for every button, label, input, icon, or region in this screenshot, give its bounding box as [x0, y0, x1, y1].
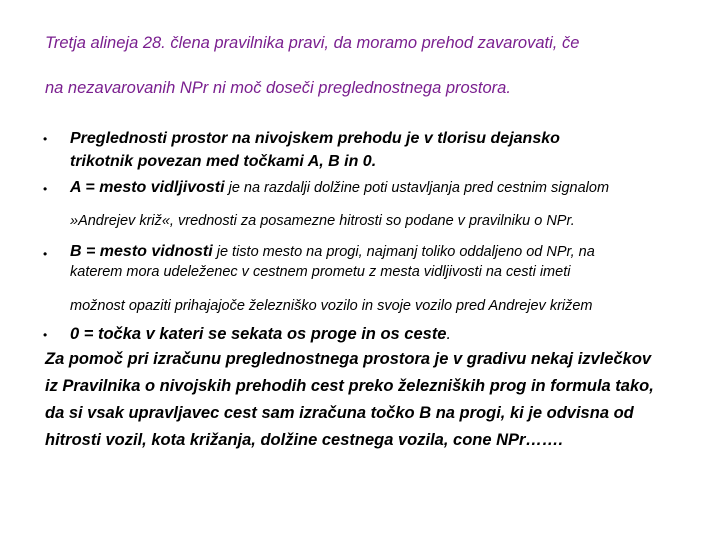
paragraph-line-2: iz Pravilnika o nivojskih prehodih cest preko železniških prog in formula tako, [45, 377, 654, 395]
bullet-marker-1: • [43, 132, 48, 146]
bullet-1-line-1: Preglednosti prostor na nivojskem prehodu je v tlorisu dejansko [70, 130, 560, 147]
bullet-4-line [70, 325, 451, 344]
bullet-2-line-1 [70, 179, 609, 197]
bullet-3-text: je tisto mesto na progi, najmanj toliko oddaljeno od NPr, na [212, 244, 595, 260]
bullet-marker-4: • [43, 328, 48, 342]
bullet-2-term: A = mesto vidljivosti [70, 179, 225, 196]
bullet-3-line-1 [70, 243, 595, 261]
bullet-2-text: je na razdalji dolžine poti ustavljanja pred cestnim signalom [224, 180, 610, 196]
bullet-marker-2: • [43, 182, 48, 196]
heading-line-2: na nezavarovanih NPr ni moč doseči preglednostnega prostora. [45, 79, 511, 97]
bullet-marker-3: • [43, 247, 48, 261]
heading-line-1: Tretja alineja 28. člena pravilnika pravi, da moramo prehod zavarovati, če [45, 34, 580, 52]
paragraph-line-1: Za pomoč pri izračunu preglednostnega prostora je v gradivu nekaj izvlečkov [45, 350, 652, 368]
bullet-1-line-2: trikotnik povezan med točkami A, B in 0. [70, 153, 377, 170]
paragraph-line-4: hitrosti vozil, kota križanja, dolžine cestnega vozila, cone NPr……. [45, 431, 564, 449]
paragraph-line-3: da si vsak upravljavec cest sam izračuna točko B na progi, ki je odvisna od [45, 404, 634, 422]
bullet-3-continuation-1: katerem mora udeleženec v cestnem prometu z mesta vidljivosti na cesti imeti [70, 264, 571, 280]
bullet-3-continuation-2: možnost opaziti prihajajoče železniško vozilo in svoje vozilo pred Andrejev križem [70, 298, 593, 314]
bullet-4-period: . [446, 325, 452, 343]
bullet-2-continuation: »Andrejev križ«, vrednosti za posamezne hitrosti so podane v pravilniku o NPr. [70, 213, 575, 229]
bullet-4-term: 0 = točka v kateri se sekata os proge in os ceste [70, 325, 447, 343]
bullet-3-term: B = mesto vidnosti [70, 243, 213, 260]
